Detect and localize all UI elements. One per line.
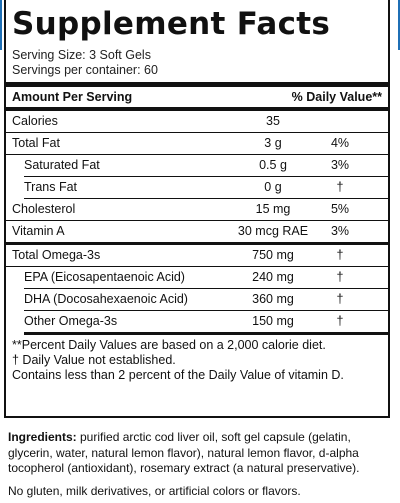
footnote-percent-dv: **Percent Daily Values are based on a 2,000 calorie diet.: [12, 338, 326, 352]
ingredients: [8, 430, 394, 477]
nutrient-amount: 0.5 g: [259, 158, 287, 172]
nutrient-amount: 0 g: [264, 180, 282, 194]
nutrient-dv: 5%: [330, 202, 350, 216]
ingredients-label: Ingredients:: [8, 430, 77, 444]
serving-size: Serving Size: 3 Soft Gels: [12, 48, 151, 62]
nutrient-row-epa: [24, 267, 388, 289]
table-header-row: [6, 87, 388, 108]
free-from-statement: No gluten, milk derivatives, or artificial colors or flavors.: [8, 484, 301, 498]
nutrient-dv: †: [336, 248, 344, 262]
nutrient-amount: 150 mg: [252, 314, 294, 328]
nutrient-dv: 3%: [330, 158, 350, 172]
nutrient-row-trans-fat: [24, 177, 388, 199]
nutrient-row-calories: [6, 111, 388, 133]
footnote-not-established: † Daily Value not established.: [12, 353, 176, 367]
nutrient-name: Cholesterol: [12, 202, 76, 216]
nutrient-name: Other Omega-3s: [24, 314, 118, 328]
nutrient-name: Total Omega-3s: [12, 248, 101, 262]
nutrient-dv: 3%: [330, 224, 350, 238]
footnote-vitamin-d: Contains less than 2 percent of the Daily Value of vitamin D.: [12, 368, 344, 382]
supplement-facts-panel: [4, 0, 390, 418]
footnotes: [12, 335, 382, 383]
nutrient-name: Saturated Fat: [24, 158, 100, 172]
nutrient-amount: 360 mg: [252, 292, 294, 306]
nutrient-name: EPA (Eicosapentaenoic Acid): [24, 270, 185, 284]
nutrient-amount: 30 mcg RAE: [237, 224, 309, 238]
daily-value-label: % Daily Value**: [291, 90, 382, 104]
nutrient-amount: 35: [266, 114, 280, 128]
amount-per-serving-label: Amount Per Serving: [12, 90, 133, 104]
nutrient-row-total-omega-3s: [6, 245, 388, 267]
nutrient-row-total-fat: [6, 133, 388, 155]
nutrient-row-other-omega-3s: [24, 311, 388, 335]
nutrient-name: DHA (Docosahexaenoic Acid): [24, 292, 188, 306]
nutrient-dv: †: [336, 180, 344, 194]
nutrient-dv: †: [336, 314, 344, 328]
ingredients-text: purified arctic cod liver oil, soft gel capsule (gelatin, glycerin, water, natural lemon flavor), natural lemon flavor, d-alpha tocopherol (antioxidant), rosemary extract (a natural preservative).: [8, 430, 360, 475]
nutrient-name: Total Fat: [12, 136, 60, 150]
nutrient-dv: †: [336, 292, 344, 306]
blue-edge-left: [0, 0, 2, 50]
nutrient-name: Calories: [12, 114, 58, 128]
nutrient-row-saturated-fat: [24, 155, 388, 177]
servings-per-container: Servings per container: 60: [12, 63, 158, 77]
panel-title: Supplement Facts: [12, 6, 331, 42]
nutrient-amount: 15 mg: [255, 202, 291, 216]
nutrient-row-vitamin-a: [6, 221, 388, 245]
nutrient-name: Trans Fat: [24, 180, 78, 194]
nutrient-amount: 750 mg: [252, 248, 294, 262]
nutrient-row-cholesterol: [6, 199, 388, 221]
nutrient-name: Vitamin A: [12, 224, 65, 238]
nutrient-dv: †: [336, 270, 344, 284]
nutrient-amount: 3 g: [264, 136, 282, 150]
nutrient-dv: 4%: [330, 136, 350, 150]
nutrient-amount: 240 mg: [252, 270, 294, 284]
nutrient-row-dha: [24, 289, 388, 311]
